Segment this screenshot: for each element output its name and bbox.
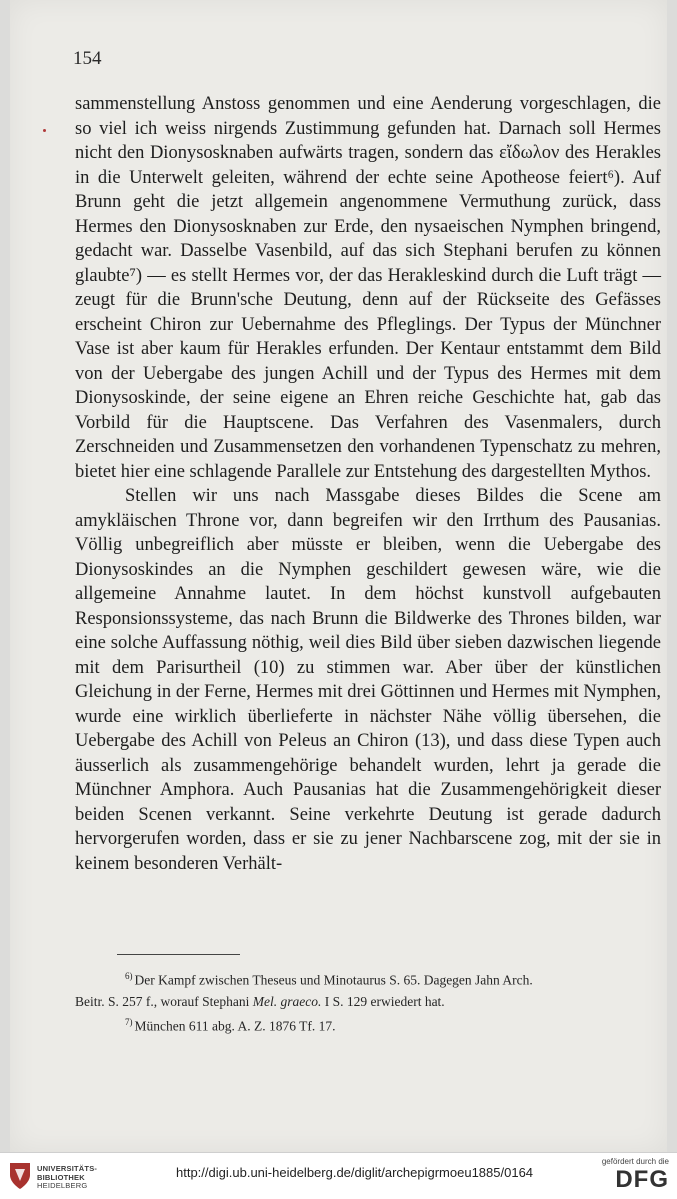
footnote-separator — [117, 954, 240, 955]
footnote-6-work-title: Mel. graeco. — [252, 993, 322, 1009]
paragraph-1: sammenstellung Anstoss genommen und eine Aenderung vorgeschlagen, die so viel ich weiss nirgends Zustimmung gefunden hat. Darnach soll Hermes nicht den Dionysosknaben aufwärts tragen, sondern das εἴδωλον des Herakles in die Unterwelt geleiten, während der echte seine Apotheose feiert⁶). Auf Brunn geht die jetzt allgemein angenommene Vermuthung zurück, dass Hermes den Dionysosknaben zur Erde, den nysaeischen Nymphen bringend, gedacht war. Dasselbe Vasenbild, auf das sich Stephani berufen zu können glaubte⁷) — es stellt Hermes vor, der das Herakleskind durch die Luft trägt — zeugt für die Brunn'sche Deutung, denn auf der Rückseite des Gefässes erscheint Chiron zur Uebernahme des Pfleglings. Der Typus der Münchner Vase ist aber kaum für Herakles erfunden. Der Kentaur entstammt dem Bild von der Uebergabe des jungen Achill und der Typus des Hermes mit dem Dionysoskinde, der seine eigene an Ehren reiche Geschichte hat, gab das Vorbild für die Hauptscene. Das Verfahren des Vasenmalers, durch Zerschneiden und Zusammensetzen den vorhandenen Typenschatz zu mehren, bietet hier eine schlagende Parallele zur Entstehung des dargestellten Mythos. — [75, 94, 661, 482]
footnote-6-line-2 — [75, 991, 663, 1012]
ink-speck — [43, 129, 46, 132]
university-name-line-2: BIBLIOTHEK — [37, 1172, 85, 1182]
footnote-7 — [75, 1012, 663, 1037]
dfg-logo-text: DFG — [615, 1166, 669, 1193]
permalink-url[interactable]: http://digi.ub.uni-heidelberg.de/diglit/archepigrmoeu1885/0164 — [176, 1165, 534, 1180]
university-name — [37, 1165, 97, 1191]
university-name-line-1: UNIVERSITÄTS- — [37, 1164, 98, 1173]
page-number: 154 — [73, 48, 102, 69]
footnote-7-mark: 7) — [125, 1016, 133, 1027]
paragraph-2: Stellen wir uns nach Massgabe dieses Bildes die Scene am amykläischen Throne vor, dann begreifen wir den Irrthum des Pausanias. Völlig unbegreiflich aber müsste er bleiben, wenn die Uebergabe des Dionysoskindes an die Nymphen geschildert gewesen wäre, wie die allgemeine Annahme lautet. In dem höchst kunstvoll aufgebauten Responsionssysteme, das nach Brunn die Bildwerke des Thrones bilden, war eine solche Auffassung nöthig, weil dies Bild über sieben dazwischen liegende mit dem Parisurtheil (10) zu stimmen war. Aber über der künstlichen Gleichung in der Ferne, Hermes mit drei Göttinnen und Hermes mit Nymphen, wurde eine wirklich überlieferte in nächster Nähe völlig übersehen, die Uebergabe des Achill von Peleus an Chiron (13), und dass diese Typen auch äusserlich als zusammengehörige behandelt wurden, lehrt ja gerade die Münchner Amphora. Auch Pausanias hat die Zusammengehörigkeit dieser beiden Scenen verkannt. Seine verkehrte Deutung ist gerade dadurch hervorgerufen worden, dass er sie zu jener Nachbarscene zog, mit der sie in keinem besonderen Verhält- — [75, 486, 661, 874]
footnote-6-mark: 6) — [125, 971, 133, 981]
university-name-line-3: HEIDELBERG — [37, 1181, 88, 1190]
crest-icon — [7, 1161, 33, 1191]
dfg-funding-logo[interactable] — [587, 1157, 669, 1197]
university-library-logo[interactable] — [7, 1161, 157, 1193]
footnote-6-text-b-post: I S. 129 erwiedert hat. — [321, 993, 445, 1009]
footnote-6-text-a: Der Kampf zwischen Theseus und Minotaurus S. 65. Dagegen Jahn Arch. — [134, 972, 533, 988]
footnotes — [75, 966, 663, 1036]
funding-caption: gefördert durch die — [601, 1157, 669, 1166]
footnote-7-text: München 611 abg. A. Z. 1876 Tf. 17. — [134, 1018, 336, 1033]
footnote-6-text-b-pre: Beitr. S. 257 f., worauf Stephani — [75, 993, 253, 1009]
scanned-page — [10, 0, 667, 1152]
footnote-6-line-1 — [75, 966, 663, 991]
body-text — [75, 92, 661, 876]
viewer-footer — [0, 1152, 677, 1199]
